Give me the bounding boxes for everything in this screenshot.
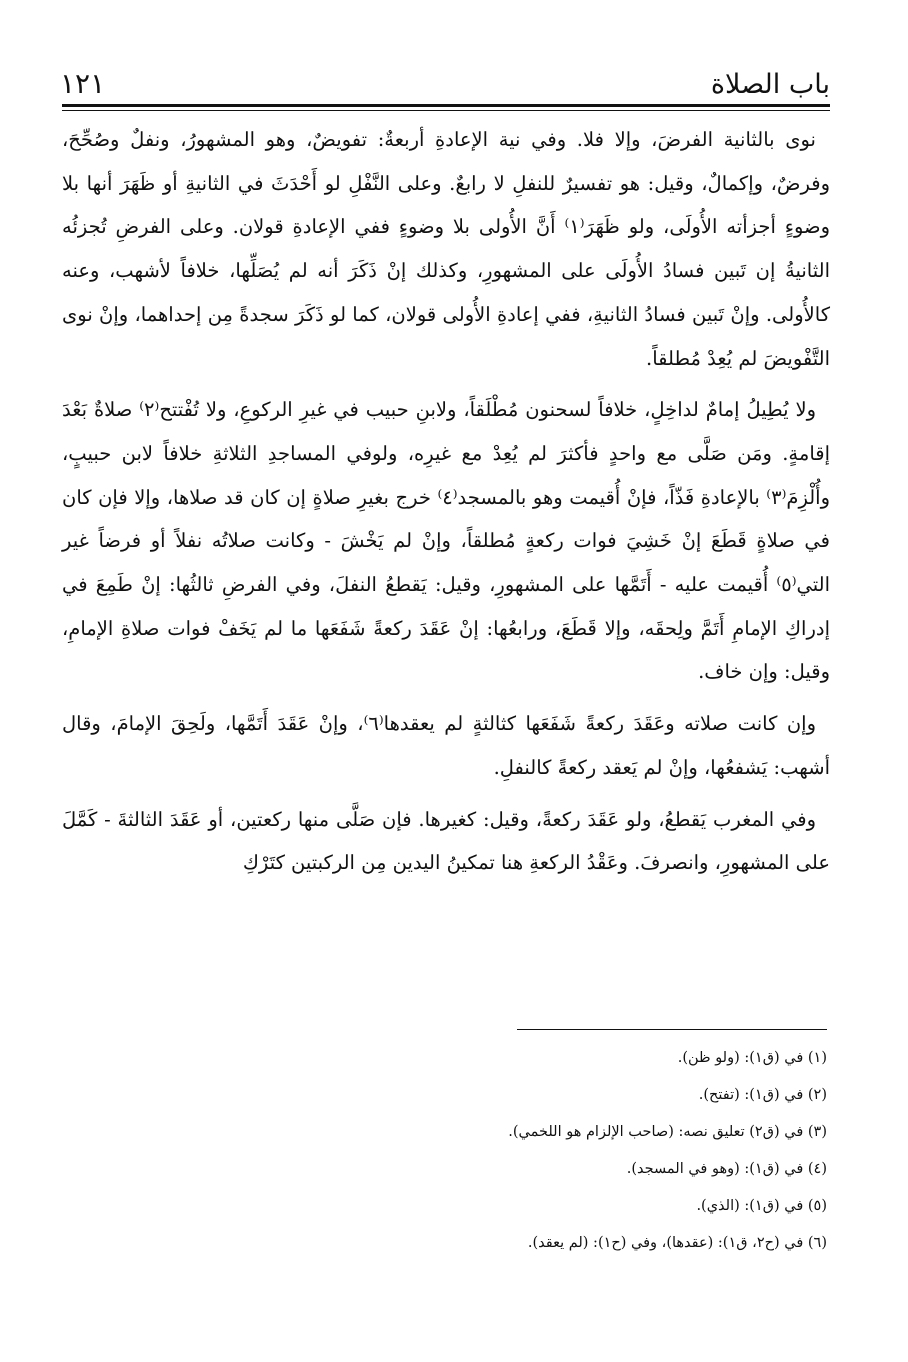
footnote: (١) في (ق١): (ولو ظن). xyxy=(677,1050,827,1066)
page-number: ١٢١ xyxy=(60,67,106,100)
footnote: (٢) في (ق١): (تفتح). xyxy=(698,1087,827,1103)
main-text xyxy=(62,118,830,893)
footnote: (٣) في (ق٢) تعليق نصه: (صاحب الإلزام هو اللخمي). xyxy=(508,1124,827,1140)
footnote-separator xyxy=(517,1029,827,1030)
footnote: (٤) في (ق١): (وهو في المسجد). xyxy=(626,1161,827,1177)
footnotes xyxy=(300,1040,827,1262)
paragraph: وفي المغرب يَقطعُ، ولو عَقَدَ ركعةً، وقيل: كغيرها. فإن صَلَّى منها ركعتين، أو عَقَدَ الثالثةَ - كَمَّلَ على المشهورِ، وانصرفَ. وعَقْدُ الركعةِ هنا تمكينُ اليدين مِن الركبتين كتَرْكِ xyxy=(62,807,830,875)
header-rule-thin xyxy=(62,110,830,111)
header-rule-thick xyxy=(62,104,830,107)
paragraph: وإن كانت صلاته وعَقَدَ ركعةً شَفَعَها كثالثةٍ لم يعقدها⁽٦⁾، وإنْ عَقَدَ أَتَمَّها، ولَحِقَ الإمامَ، وقال أشهب: يَشفعُها، وإنْ لم يَعقد ركعةً كالنفلِ. xyxy=(62,712,830,779)
footnote: (٥) في (ق١): (الذي). xyxy=(696,1198,827,1214)
footnote: (٦) في (ح٢، ق١): (عقدها)، وفي (ح١): (لم يعقد). xyxy=(527,1235,827,1251)
running-title: باب الصلاة xyxy=(710,69,830,100)
paragraph: نوى بالثانية الفرضَ، وإلا فلا. وفي نية الإعادةِ أربعةٌ: تفويضٌ، وهو المشهورُ، ونفلٌ وصُحِّحَ، وفرضٌ، وإكمالٌ، وقيل: هو تفسيرٌ للنفلِ لا رابعٌ. وعلى النَّفْلِ لو أَحْدَثَ في الثانيةِ أو ظَهَرَ أنها بلا وضوءٍ أجزأته الأُولَى، ولو ظَهَرَ⁽١⁾ أَنَّ الأُولى بلا وضوءٍ ففي الإعادةِ قولان. وعلى الفرضِ تُجزئُه الثانيةُ إن تَبين فسادُ الأُولَى على المشهورِ، وكذلك إنْ ذَكَرَ أنه لم يُصَلِّها، خلافاً لأشهب، وعنه كالأُولى. وإنْ تَبين فسادُ الثانيةِ، ففي إعادةِ الأُولى قولان، كما لو ذَكَرَ سجدةً مِن إحداهما، وإنْ نوى التَّفْويضَ لم يُعِدْ مُطلقاً. xyxy=(62,128,830,370)
paragraph: ولا يُطِيلُ إمامٌ لداخِلٍ، خلافاً لسحنون مُطْلَقاً، ولابنِ حبيب في غيرِ الركوعِ، ولا تُفْتتح⁽٢⁾ صلاةٌ بَعْدَ إقامةٍ. ومَن صَلَّى مع واحدٍ فأكثرَ لم يُعِدْ مع غيرِه، ولوفي المساجدِ الثلاثةِ خلافاً لابن حبيبٍ، وأُلْزِمَ⁽٣⁾ بالإعادةِ فَذّاً، فإنْ أُقيمت وهو بالمسجد⁽٤⁾ خرج بغيرِ صلاةٍ إن كان قد صلاها، وإلا فإن كان في صلاةٍ قَطَعَ إنْ خَشِيَ فوات ركعةٍ مُطلقاً، وإنْ لم يَخْشَ - وكانت صلاتُه نفلاً أو فرضاً غير التي⁽٥⁾ أُقيمت عليه - أَتَمَّها على المشهورِ، وقيل: يَقطعُ النفلَ، وفي الفرضِ ثالثُها: إنْ طَمِعَ في إدراكِ الإمامِ أَتَمَّ ولِحقَه، وإلا قَطَعَ، ورابعُها: إنْ عَقَدَ ركعةً شَفَعَها ما لم يَخَفْ فوات صلاةِ الإمامِ، وقيل: وإن خاف. xyxy=(62,398,830,684)
page-header xyxy=(60,58,830,100)
